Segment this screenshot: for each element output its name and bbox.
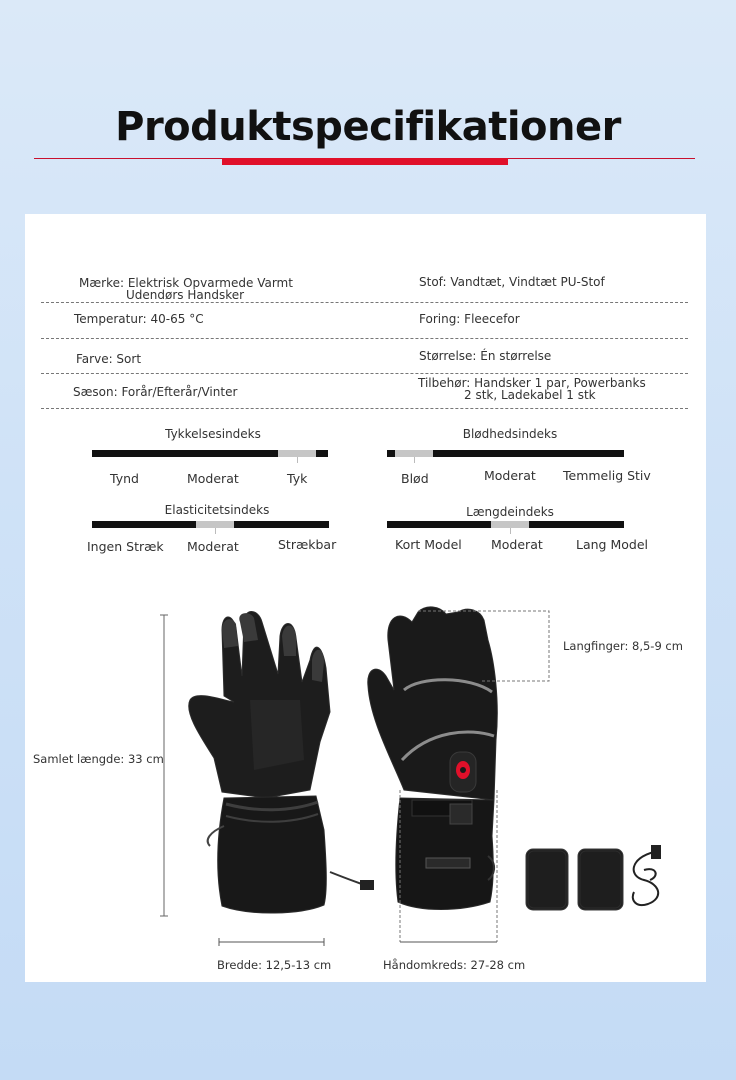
spec-brand-line1: Mærke: Elektrisk Opvarmede Varmt [79,276,293,290]
softness-label-moderate: Moderat [484,468,536,483]
spec-accessories-line2: 2 stk, Ladekabel 1 stk [464,388,596,402]
long-finger-label: Langfinger: 8,5-9 cm [563,639,683,653]
spec-temperature: Temperatur: 40-65 °C [74,312,204,326]
softness-label-stiff: Temmelig Stiv [563,468,651,483]
spec-season: Sæson: Forår/Efterår/Vinter [73,385,238,399]
total-length-label: Samlet længde: 33 cm [33,752,164,766]
page-title: Produktspecifikationer [115,104,621,150]
length-label-long: Lang Model [576,537,648,552]
elasticity-label-moderate: Moderat [187,539,239,554]
power-bank-2 [578,849,623,910]
power-bank-1 [526,849,568,910]
spec-brand-line2: Udendørs Handsker [126,288,245,302]
spec-material: Stof: Vandtæt, Vindtæt PU-Stof [419,275,605,289]
length-label-moderate: Moderat [491,537,543,552]
spec-accessories-line1: Tilbehør: Handsker 1 par, Powerbanks [418,376,646,390]
thickness-label-moderate: Moderat [187,471,239,486]
length-label-short: Kort Model [395,537,462,552]
spec-size: Størrelse: Én størrelse [419,349,552,363]
thickness-index-title: Tykkelsesindeks [165,427,261,441]
charging-cable [633,846,660,905]
thickness-label-thin: Tynd [110,471,139,486]
width-label: Bredde: 12,5-13 cm [217,958,332,972]
length-index-title: Længdeindeks [466,505,554,519]
wrist-label: Håndomkreds: 27-28 cm [383,958,526,972]
glove-palm-view [189,612,374,914]
thickness-label-thick: Tyk [287,471,308,486]
elasticity-index-title: Elasticitetsindeks [164,503,270,517]
spec-lining: Foring: Fleecefor [419,312,520,326]
softness-label-soft: Blød [401,471,429,486]
width-dimension-line [219,938,324,946]
elasticity-label-stretchy: Strækbar [278,537,337,552]
spec-color: Farve: Sort [76,352,142,366]
elasticity-label-none: Ingen Stræk [87,539,164,554]
glove-back-view [368,607,498,910]
softness-index-title: Blødhedsindeks [462,427,558,441]
